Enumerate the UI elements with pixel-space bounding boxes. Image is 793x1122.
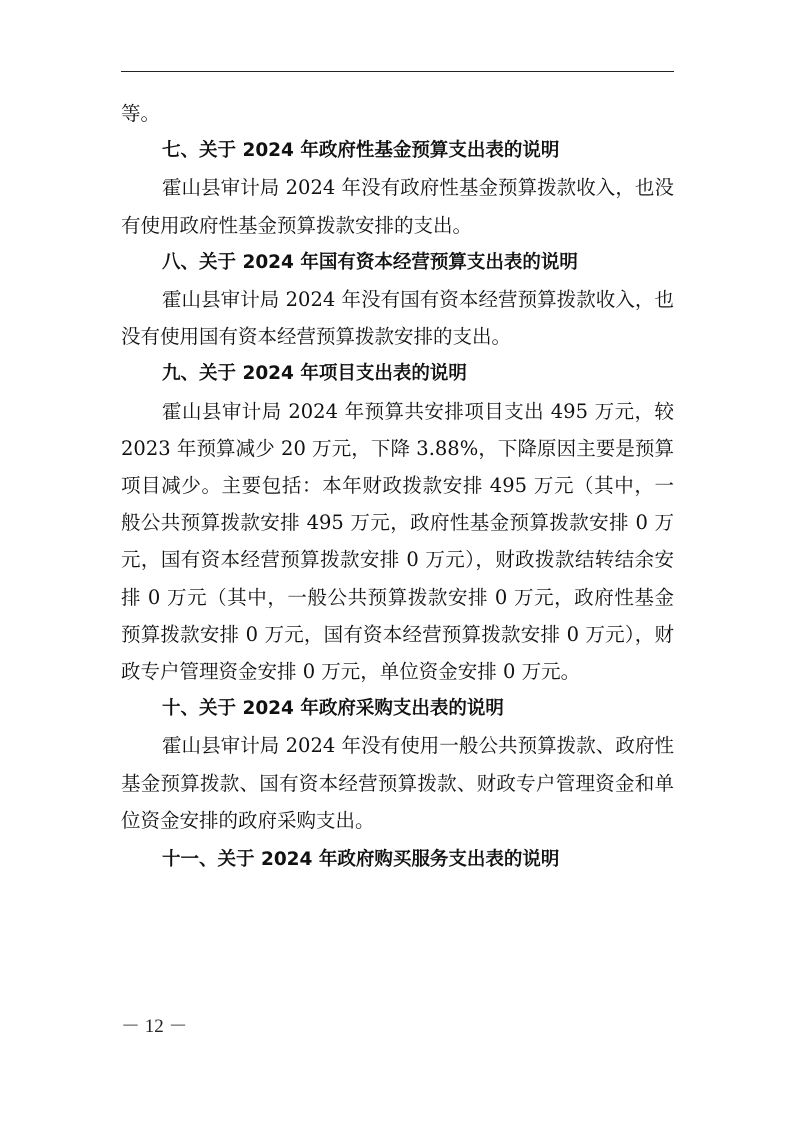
paragraph-project-expenditure: 霍山县审计局 2024 年预算共安排项目支出 495 万元，较 2023 年预算减少 20 万元，下降 3.88%，下降原因主要是预算项目减少。主要包括：本年财政拨款安排 495 万元（其中，一般公共预算拨款安排 495 万元，政府性基金预算拨款安排 0 万元，国有资本经营预算拨款安排 0 万元），财政拨款结转结余安排 0 万元（其中，一般公共预算拨款安排 0 万元，政府性基金预算拨款安排 0 万元，国有资本经营预算拨款安排 0 万元），财政专户管理资金安排 0 万元，单位资金安排 0 万元。: [121, 399, 674, 684]
section-heading-7: 七、关于 2024 年政府性基金预算支出表的说明: [162, 140, 560, 162]
section-heading-9: 九、关于 2024 年项目支出表的说明: [162, 363, 467, 385]
header-rule: [121, 71, 674, 72]
paragraph-procurement: 霍山县审计局 2024 年没有使用一般公共预算拨款、政府性基金预算拨款、国有资本经营预算拨款、财政专户管理资金和单位资金安排的政府采购支出。: [121, 734, 674, 832]
section-heading-11: 十一、关于 2024 年政府购买服务支出表的说明: [162, 849, 560, 871]
page-number: － 12 －: [121, 1016, 188, 1037]
document-body: [121, 95, 674, 878]
paragraph-state-capital: 霍山县审计局 2024 年没有国有资本经营预算拨款收入，也没有使用国有资本经营预算拨款安排的支出。: [121, 288, 674, 349]
section-heading-8: 八、关于 2024 年国有资本经营预算支出表的说明: [162, 251, 578, 273]
paragraph-government-fund: 霍山县审计局 2024 年没有政府性基金预算拨款收入，也没有使用政府性基金预算拨款安排的支出。: [121, 176, 674, 237]
section-heading-10: 十、关于 2024 年政府采购支出表的说明: [162, 698, 504, 720]
paragraph-continued: 等。: [121, 102, 161, 125]
